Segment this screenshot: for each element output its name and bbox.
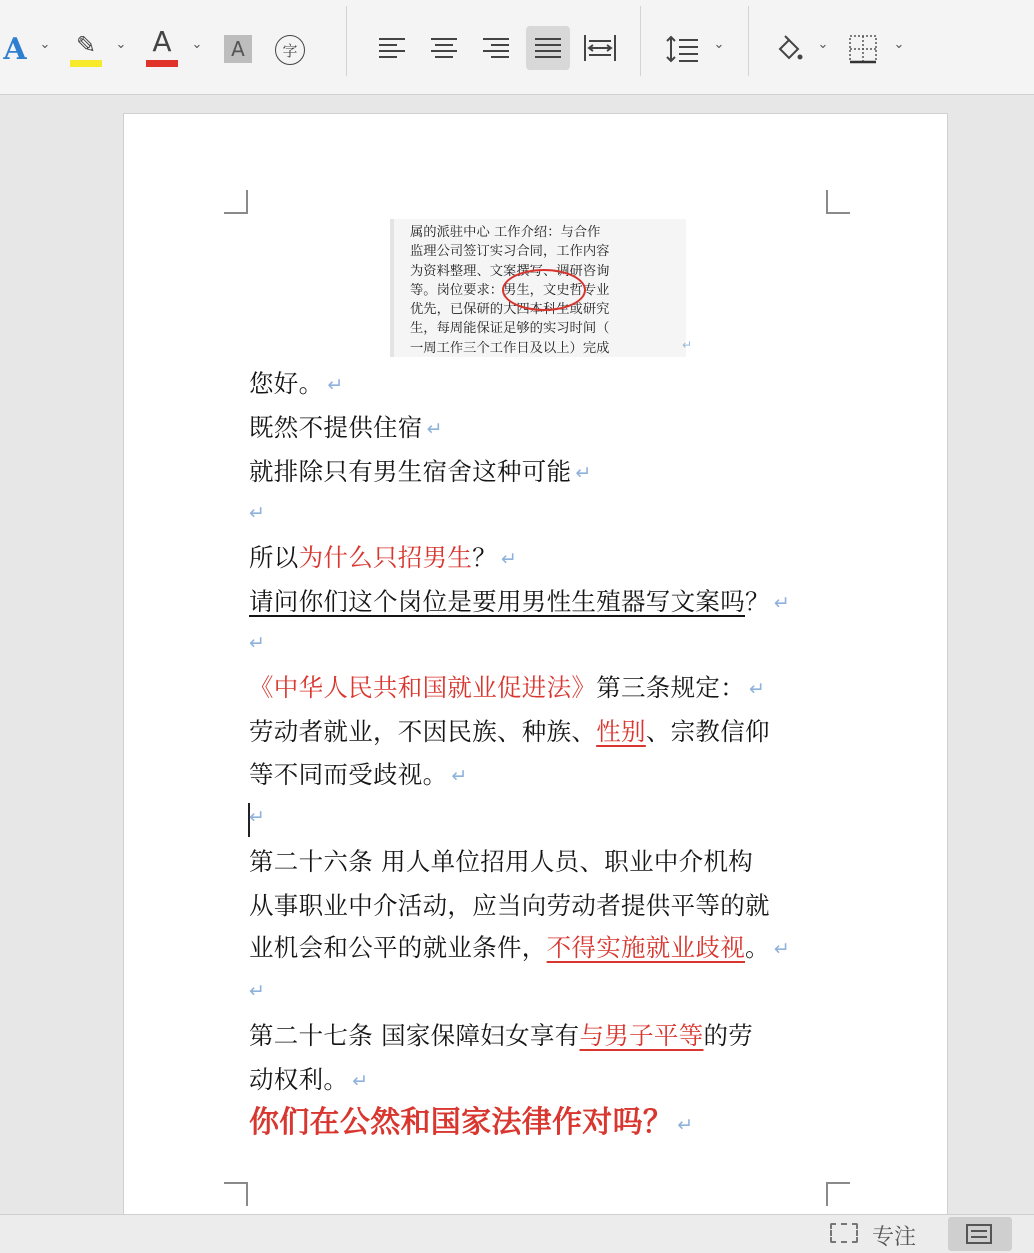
align-right-icon[interactable] bbox=[474, 26, 518, 70]
toolbar-divider bbox=[346, 6, 347, 76]
doc-line[interactable]: 所以为什么只招男生？ ↵ bbox=[249, 543, 518, 572]
margin-corner-mark bbox=[826, 190, 850, 214]
document-page[interactable] bbox=[123, 113, 948, 1225]
ribbon-top-strip bbox=[0, 0, 1034, 6]
paragraph-mark: ↵ bbox=[677, 1114, 694, 1136]
embedded-job-post-image[interactable] bbox=[390, 219, 686, 357]
shading-icon[interactable] bbox=[772, 26, 806, 72]
paragraph-mark: ↵ bbox=[749, 678, 766, 700]
align-left-icon[interactable] bbox=[370, 26, 414, 70]
line-spacing-icon[interactable] bbox=[662, 26, 702, 72]
paragraph-mark: ↵ bbox=[575, 462, 592, 484]
paragraph-mark: ↵ bbox=[249, 632, 265, 654]
status-bar bbox=[0, 1214, 1034, 1253]
embedded-text-line: 等。岗位要求：男生，文史哲专业 bbox=[410, 282, 610, 298]
chevron-down-icon[interactable]: ⌄ bbox=[713, 37, 725, 52]
toolbar-divider bbox=[640, 6, 641, 76]
chevron-down-icon[interactable]: ⌄ bbox=[893, 37, 905, 52]
embedded-text-line: 属的派驻中心 工作介绍：与合作 bbox=[410, 225, 601, 240]
enclose-characters-icon[interactable]: 字 bbox=[275, 35, 305, 65]
paragraph-mark: ↵ bbox=[352, 1070, 369, 1092]
paragraph-mark: ↵ bbox=[249, 502, 265, 524]
paragraph-mark: ↵ bbox=[501, 548, 518, 570]
chevron-down-icon[interactable]: ⌄ bbox=[115, 37, 127, 52]
character-shading-icon[interactable]: A bbox=[224, 35, 252, 63]
paragraph-mark: ↵ bbox=[682, 338, 693, 352]
text-effects-icon[interactable]: A bbox=[3, 31, 27, 67]
highlight-color-swatch bbox=[70, 60, 102, 67]
doc-line[interactable]: 《中华人民共和国就业促进法》第三条规定： ↵ bbox=[249, 673, 766, 702]
align-center-icon[interactable] bbox=[422, 26, 466, 70]
font-color-swatch bbox=[146, 60, 178, 67]
paragraph-mark: ↵ bbox=[327, 374, 344, 396]
distributed-icon[interactable] bbox=[578, 26, 622, 70]
paragraph-mark: ↵ bbox=[249, 980, 265, 1002]
toolbar-divider bbox=[748, 6, 749, 76]
embedded-text-line: 生，每周能保证足够的实习时间（ bbox=[410, 321, 610, 337]
chevron-down-icon[interactable]: ⌄ bbox=[39, 37, 51, 52]
paragraph-mark: ↵ bbox=[451, 765, 468, 787]
chevron-down-icon[interactable]: ⌄ bbox=[191, 37, 203, 52]
embedded-text-line: 一周工作三个工作日及以上）完成 bbox=[410, 340, 610, 356]
page-view-icon bbox=[966, 1224, 992, 1244]
doc-line[interactable]: 请问你们这个岗位是要用男性生殖器写文案吗？ ↵ bbox=[249, 587, 791, 616]
doc-line[interactable]: 第二十六条 用人单位招用人员、职业中介机构 bbox=[249, 847, 754, 876]
focus-mode-label[interactable]: 专注 bbox=[872, 1225, 917, 1250]
paragraph-mark: ↵ bbox=[426, 418, 443, 440]
embedded-text-line: 优先，已保研的大四本科生或研究 bbox=[410, 302, 610, 318]
doc-line[interactable]: 您好。 ↵ bbox=[249, 369, 344, 398]
chevron-down-icon[interactable]: ⌄ bbox=[817, 37, 829, 52]
highlighter-icon[interactable]: ✎ bbox=[75, 31, 97, 59]
margin-corner-mark bbox=[826, 1182, 850, 1206]
doc-line[interactable]: 你们在公然和国家法律作对吗？ ↵ bbox=[249, 1105, 694, 1140]
focus-mode-icon[interactable] bbox=[830, 1223, 858, 1243]
doc-line[interactable]: 业机会和公平的就业条件，不得实施就业歧视。 ↵ bbox=[249, 933, 791, 962]
paragraph-mark: ↵ bbox=[773, 592, 791, 614]
font-color-icon[interactable]: A bbox=[152, 24, 172, 58]
ribbon-toolbar bbox=[0, 0, 1034, 95]
justify-icon[interactable] bbox=[526, 26, 570, 70]
paragraph-mark: ↵ bbox=[249, 806, 265, 828]
borders-icon[interactable] bbox=[846, 26, 880, 72]
print-layout-view-button[interactable] bbox=[948, 1217, 1012, 1251]
doc-line[interactable]: 第二十七条 国家保障妇女享有与男子平等的劳 bbox=[249, 1021, 754, 1050]
doc-line[interactable]: 等不同而受歧视。 ↵ bbox=[249, 760, 468, 789]
doc-line[interactable]: 动权利。 ↵ bbox=[249, 1065, 369, 1094]
doc-line[interactable]: 劳动者就业，不因民族、种族、性别、宗教信仰 bbox=[249, 717, 770, 746]
paragraph-mark: ↵ bbox=[773, 938, 791, 960]
doc-line[interactable]: 就排除只有男生宿舍这种可能 ↵ bbox=[249, 457, 592, 486]
doc-line[interactable]: 既然不提供住宿 ↵ bbox=[249, 413, 443, 442]
margin-corner-mark bbox=[224, 190, 248, 214]
red-circle-annotation bbox=[502, 269, 586, 311]
margin-corner-mark bbox=[224, 1182, 248, 1206]
embedded-text-line: 监理公司签订实习合同，工作内容 bbox=[410, 244, 610, 260]
embedded-text-line: 为资料整理、文案撰写、调研咨询 bbox=[410, 263, 610, 279]
doc-line[interactable]: 从事职业中介活动，应当向劳动者提供平等的就 bbox=[249, 891, 770, 920]
